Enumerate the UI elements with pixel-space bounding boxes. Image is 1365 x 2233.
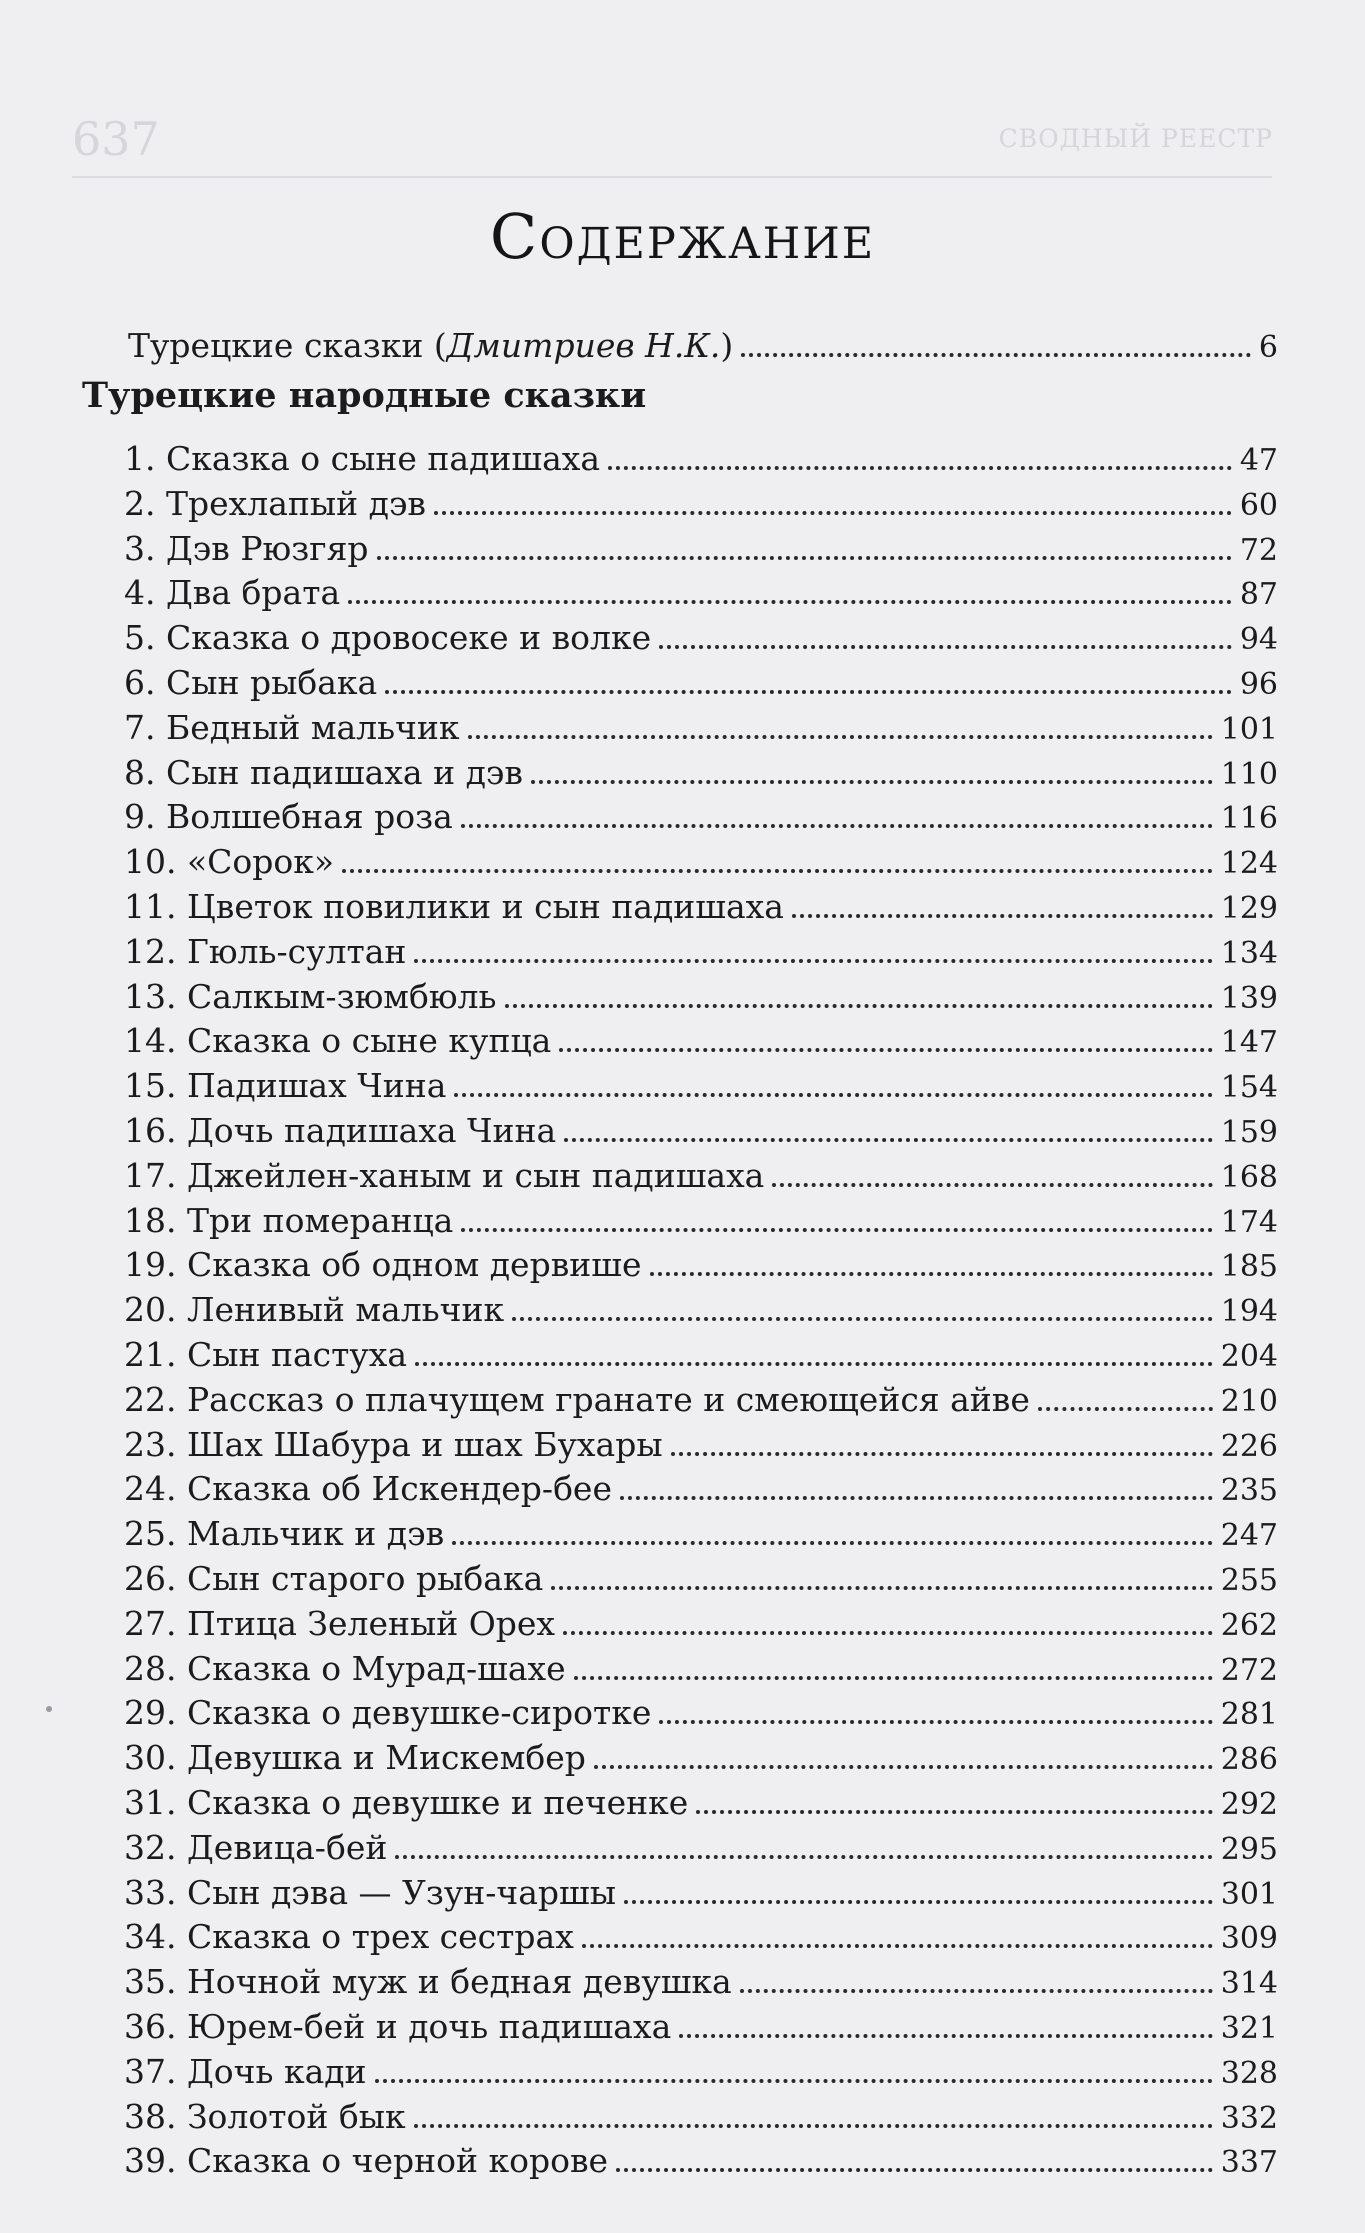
toc-entry-page: 174 <box>1220 1204 1278 1240</box>
toc-entry-page: 96 <box>1239 667 1278 702</box>
toc-entry <box>124 1245 1278 1285</box>
toc-entry-title: 35. Ночной муж и бедная девушка <box>124 1962 732 2002</box>
dot-leader <box>624 1900 1213 1904</box>
toc-entry-page: 110 <box>1220 756 1278 792</box>
toc-entry-page: 159 <box>1220 1115 1278 1150</box>
dot-leader <box>659 1720 1212 1724</box>
dot-leader <box>563 1631 1213 1635</box>
dot-leader <box>679 2034 1212 2038</box>
toc-entry-intro <box>128 326 1278 366</box>
toc-entry-page: 295 <box>1220 1831 1278 1867</box>
dot-leader <box>740 1989 1213 1993</box>
toc-entry-title: 34. Сказка о трех сестрах <box>124 1917 574 1957</box>
toc-entry-page: 235 <box>1220 1473 1278 1509</box>
toc-entry-page: 272 <box>1220 1652 1278 1688</box>
toc-entry-page: 47 <box>1239 443 1278 478</box>
toc-entry <box>124 932 1278 972</box>
toc-entry-title: 13. Салкым-зюмбюль <box>124 976 497 1016</box>
toc-entry-page: 60 <box>1239 487 1278 523</box>
toc-entry-title: 21. Сын пастуха <box>124 1335 408 1374</box>
toc-entry <box>124 1783 1278 1823</box>
dot-leader <box>452 1541 1213 1545</box>
toc-entry-title: 15. Падишах Чина <box>124 1066 447 1106</box>
toc-entry-title: 1. Сказка о сыне падишаха <box>124 439 601 478</box>
toc-entry-title: 5. Сказка о дровосеке и волке <box>124 618 652 658</box>
toc-entry-page: 255 <box>1220 1563 1278 1598</box>
toc-entry <box>124 1111 1278 1151</box>
toc-entry-title: 9. Волшебная роза <box>124 797 453 837</box>
toc-entry-title: 28. Сказка о Мурад-шахе <box>124 1648 566 1688</box>
toc-entry-page: 286 <box>1220 1742 1278 1778</box>
dot-leader <box>454 1093 1212 1097</box>
toc-entry-page: 301 <box>1220 1876 1278 1912</box>
toc-entry-intro-title: Турецкие сказки (Дмитриев Н.К.) <box>128 326 734 365</box>
dot-leader <box>395 1855 1212 1859</box>
dot-leader <box>377 556 1232 560</box>
toc-entry-page: 309 <box>1220 1921 1278 1957</box>
dot-leader <box>531 780 1213 784</box>
dot-leader <box>559 1048 1212 1052</box>
toc-entry <box>124 1828 1278 1868</box>
toc-entry-page: 72 <box>1239 532 1278 568</box>
toc-entry-title: 23. Шах Шабура и шах Бухары <box>124 1424 663 1464</box>
dot-leader <box>671 1452 1213 1456</box>
dot-leader <box>582 1944 1213 1948</box>
toc-entry-intro-page: 6 <box>1258 330 1278 365</box>
toc-entry-page: 147 <box>1220 1025 1278 1061</box>
toc-entry <box>124 1559 1278 1599</box>
toc-entry <box>124 887 1278 927</box>
toc-entry <box>124 1201 1278 1241</box>
toc-entry-page: 226 <box>1220 1428 1278 1464</box>
toc-entry <box>124 1962 1278 2002</box>
dot-leader <box>1038 1407 1213 1411</box>
dot-leader <box>696 1810 1212 1814</box>
toc-entry <box>124 439 1278 479</box>
dot-leader <box>512 1317 1213 1321</box>
dot-leader <box>468 735 1213 739</box>
toc-entry-title: 16. Дочь падишаха Чина <box>124 1111 557 1150</box>
dot-leader <box>415 1362 1213 1366</box>
toc-entry-page: 185 <box>1220 1249 1278 1285</box>
toc-entry-page: 337 <box>1220 2145 1278 2181</box>
toc-entry <box>124 977 1278 1017</box>
dot-leader <box>375 2079 1213 2083</box>
toc-entry <box>124 1335 1278 1375</box>
toc-entry-title: 24. Сказка об Искендер-бее <box>124 1469 612 1509</box>
toc-entry-page: 94 <box>1239 622 1278 658</box>
toc-entry-title: 20. Ленивый мальчик <box>124 1290 505 1330</box>
toc-entry-title: 39. Сказка о черной корове <box>124 2141 609 2181</box>
toc-entry-title: 30. Девушка и Мискембер <box>124 1738 586 1778</box>
toc-entry <box>124 529 1278 569</box>
toc-entry-title: 19. Сказка об одном дервише <box>124 1245 642 1285</box>
toc-entry <box>124 2007 1278 2047</box>
toc-entry <box>124 1693 1278 1733</box>
toc-entry-page: 194 <box>1220 1294 1278 1330</box>
toc-entry-page: 101 <box>1220 711 1278 747</box>
toc-entry <box>124 1873 1278 1913</box>
toc-entry-title: 37. Дочь кади <box>124 2051 367 2091</box>
toc-entry-title: 12. Гюль-султан <box>124 931 407 971</box>
toc-entry <box>124 1917 1278 1957</box>
toc-entry <box>124 1380 1278 1420</box>
toc-entry-page: 168 <box>1220 1159 1278 1195</box>
toc-entry-page: 292 <box>1220 1787 1278 1822</box>
toc-entry <box>124 2141 1278 2181</box>
page-speck <box>46 1706 52 1712</box>
toc-entry <box>124 484 1278 524</box>
dot-leader <box>741 353 1251 357</box>
toc-entry-page: 321 <box>1220 2011 1278 2046</box>
dot-leader <box>385 690 1232 694</box>
toc-entry <box>124 573 1278 613</box>
dot-leader <box>348 600 1232 604</box>
toc-entry-page: 332 <box>1220 2100 1278 2136</box>
dot-leader <box>505 1004 1213 1008</box>
dot-leader <box>414 959 1212 963</box>
toc-entry-page: 124 <box>1220 846 1278 882</box>
toc-entry <box>124 1290 1278 1330</box>
toc-entry-page: 87 <box>1239 577 1278 613</box>
toc-entry-page: 116 <box>1220 801 1278 837</box>
toc-entry-page: 210 <box>1220 1383 1278 1419</box>
toc-entry <box>124 618 1278 658</box>
dot-leader <box>650 1272 1213 1276</box>
toc-entry-title: 11. Цветок повилики и сын падишаха <box>124 887 784 926</box>
dot-leader <box>574 1676 1213 1680</box>
toc-entry-title: 31. Сказка о девушке и печенке <box>124 1783 689 1822</box>
toc-entry-title: 14. Сказка о сыне купца <box>124 1021 552 1061</box>
toc-entry <box>124 1514 1278 1554</box>
toc-entry <box>124 1156 1278 1196</box>
dot-leader <box>620 1496 1213 1500</box>
toc-entry-title: 38. Золотой бык <box>124 2096 406 2136</box>
toc-entry-title: 36. Юрем-бей и дочь падишаха <box>124 2007 672 2046</box>
toc-entry-title: 18. Три померанца <box>124 1200 454 1240</box>
toc-entry-page: 204 <box>1220 1339 1278 1374</box>
toc-entry-title: 4. Два брата <box>124 573 341 613</box>
toc-entry-title: 10. «Сорок» <box>124 842 335 882</box>
dot-leader <box>594 1765 1213 1769</box>
toc-entry <box>124 1469 1278 1509</box>
dot-leader <box>792 914 1213 918</box>
dot-leader <box>342 869 1213 873</box>
toc-entry <box>124 797 1278 837</box>
toc-entry <box>124 1738 1278 1778</box>
toc-entry <box>124 1021 1278 1061</box>
toc-entry-title: 32. Девица-бей <box>124 1827 388 1867</box>
toc-entry-page: 281 <box>1220 1697 1278 1733</box>
toc-entry-page: 154 <box>1220 1070 1278 1106</box>
toc-entry-title: 22. Рассказ о плачущем гранате и смеющейся айве <box>124 1379 1030 1419</box>
toc-entry-title: 17. Джейлен-ханым и сын падишаха <box>124 1155 765 1195</box>
toc-entry <box>124 663 1278 703</box>
toc-entry-title: 29. Сказка о девушке-сиротке <box>124 1693 652 1733</box>
toc-entry-title: 6. Сын рыбака <box>124 663 378 702</box>
toc-entry-title: 26. Сын старого рыбака <box>124 1559 544 1598</box>
bleed-through-running-header: СВОДНЫЙ РЕЕСТР <box>998 124 1273 153</box>
toc-entry <box>124 2052 1278 2092</box>
section-heading: Турецкие народные сказки <box>82 375 647 416</box>
toc-entry-title: 3. Дэв Рюзгяр <box>124 528 369 568</box>
dot-leader <box>608 466 1232 470</box>
toc-entry <box>124 2097 1278 2137</box>
toc-entry-page: 247 <box>1220 1518 1278 1554</box>
toc-entry-title: 2. Трехлапый дэв <box>124 483 427 523</box>
toc-entry-page: 262 <box>1220 1607 1278 1643</box>
toc-entry-page: 129 <box>1220 891 1278 926</box>
toc-entry-page: 139 <box>1220 980 1278 1016</box>
dot-leader <box>772 1183 1212 1187</box>
dot-leader <box>461 824 1213 828</box>
toc-entry-title: 25. Мальчик и дэв <box>124 1514 445 1554</box>
toc-entry <box>124 1649 1278 1689</box>
toc-entry <box>124 753 1278 793</box>
toc-entry <box>124 708 1278 748</box>
dot-leader <box>564 1138 1213 1142</box>
toc-entry <box>124 1425 1278 1465</box>
toc-entry-title: 7. Бедный мальчик <box>124 707 460 747</box>
dot-leader <box>414 2124 1213 2128</box>
toc-entry-title: 33. Сын дэва — Узун-чаршы <box>124 1872 616 1912</box>
toc-entry-page: 314 <box>1220 1966 1278 2002</box>
toc-entry-title: 8. Сын падишаха и дэв <box>124 752 523 792</box>
toc-entry-intro-author: Дмитриев Н.К. <box>446 326 721 365</box>
toc-entry-title: 27. Птица Зеленый Орех <box>124 1603 556 1643</box>
dot-leader <box>461 1228 1212 1232</box>
toc-entry <box>124 842 1278 882</box>
dot-leader <box>659 645 1232 649</box>
dot-leader <box>551 1586 1212 1590</box>
dot-leader <box>434 511 1232 515</box>
dot-leader <box>616 2168 1213 2172</box>
bleed-through-page-number: 637 <box>72 112 160 166</box>
toc-entry-page: 328 <box>1220 2055 1278 2091</box>
toc-entry-page: 134 <box>1220 935 1278 971</box>
bleed-through-rule <box>72 176 1272 178</box>
toc-entry <box>124 1066 1278 1106</box>
page-title: Содержание <box>489 200 876 273</box>
toc-entry <box>124 1604 1278 1644</box>
